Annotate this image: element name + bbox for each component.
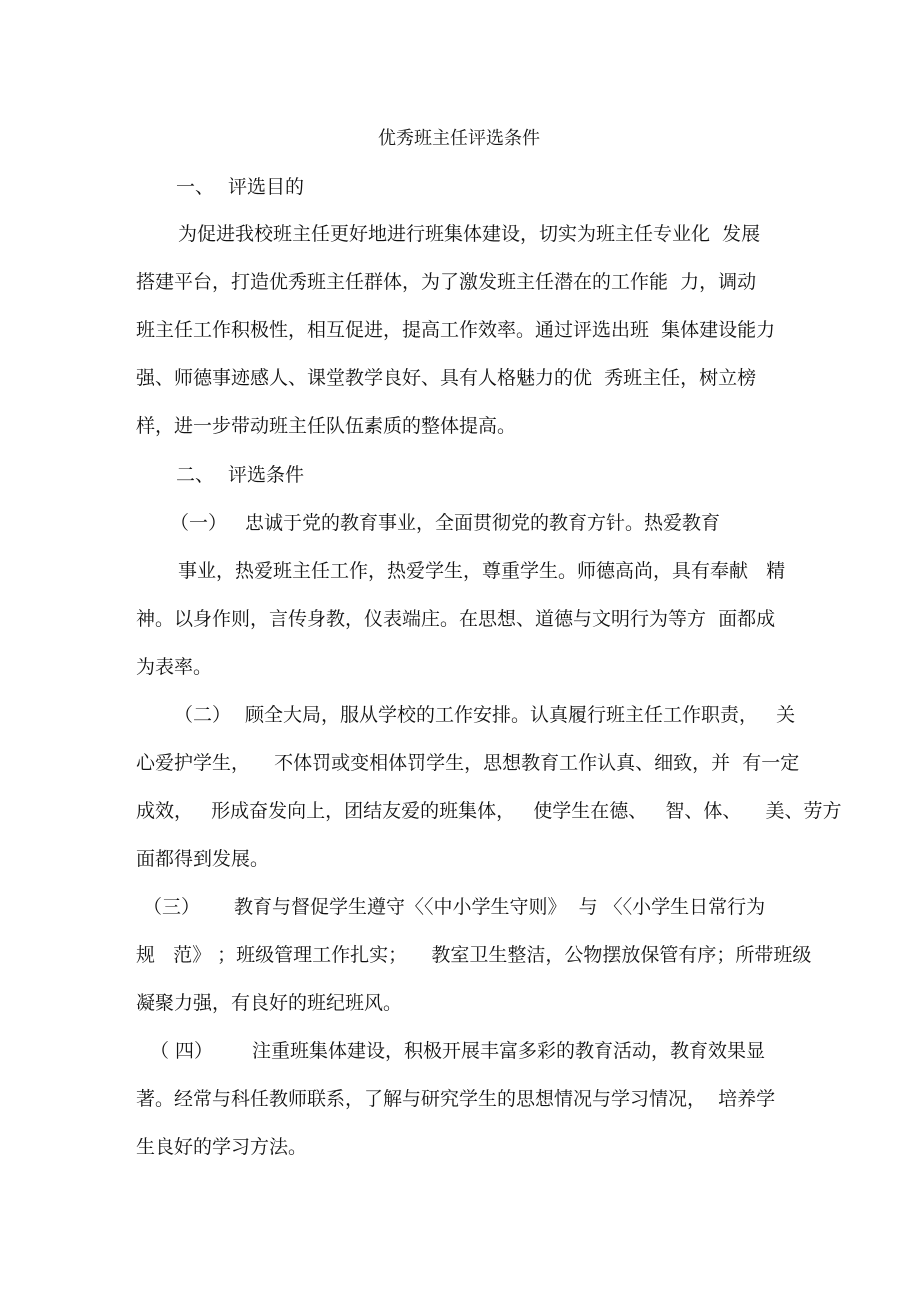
item-line: 顾全大局，服从学校的工作安排。认真履行班主任工作职责， 关 (245, 704, 796, 726)
section1-line: 为促进我校班主任更好地进行班集体建设，切实为班主任专业化 发展 (178, 223, 761, 245)
section1-line: 强、师德事迹感人、课堂教学良好、具有人格魅力的优 秀班主任，树立榜 (136, 367, 757, 389)
item-line: 规 范》 ；班级管理工作扎实； 教室卫生整洁，公物摆放保管有序；所带班级 (136, 944, 812, 966)
item-line: 心爱护学生， 不体罚或变相体罚学生，思想教育工作认真、细致，并 有一定 (136, 752, 800, 774)
item-line: 神。以身作则，言传身教，仪表端庄。在思想、道德与文明行为等方 面都成 (136, 608, 776, 630)
item-marker: （一） (170, 512, 228, 534)
section2-heading: 评选条件 (228, 464, 305, 486)
item-marker: （二） (174, 704, 232, 726)
item-line: 成效， 形成奋发向上，团结友爱的班集体， 使学生在德、 智、体、 美、劳方 (136, 800, 842, 822)
item-line: 著。经常与科任教师联系，了解与研究学生的思想情况与学习情况， 培养学 (136, 1088, 776, 1110)
item-line: 忠诚于党的教育事业，全面贯彻党的教育方针。热爱教育 (245, 512, 721, 534)
item-line: 凝聚力强，有良好的班纪班风。 (136, 992, 403, 1014)
page-title: 优秀班主任评选条件 (378, 128, 540, 149)
item-line: 注重班集体建设，积极开展丰富多彩的教育活动，教育效果显 (252, 1040, 766, 1062)
item-line: 为表率。 (136, 656, 213, 678)
item-line: 面都得到发展。 (136, 848, 270, 870)
section1-heading-marker: 一、 (176, 176, 215, 198)
item-marker: （ 四） (150, 1040, 214, 1062)
item-line: 生良好的学习方法。 (136, 1136, 308, 1158)
section2-heading-marker: 二、 (176, 464, 215, 486)
item-marker: （三） (143, 896, 201, 918)
section1-line: 班主任工作积极性，相互促进，提高工作效率。通过评选出班 集体建设能力 (136, 319, 776, 341)
section1-heading: 评选目的 (228, 176, 305, 198)
section1-line: 搭建平台，打造优秀班主任群体，为了激发班主任潜在的工作能 力，调动 (136, 271, 757, 293)
item-line: 事业，热爱班主任工作，热爱学生，尊重学生。师德高尚，具有奉献 精 (178, 560, 786, 582)
item-line: 教育与督促学生遵守〈〈中小学生守则》 与 〈〈小学生日常行为 (234, 896, 766, 918)
section1-line: 样，进一步带动班主任队伍素质的整体提高。 (136, 415, 517, 437)
